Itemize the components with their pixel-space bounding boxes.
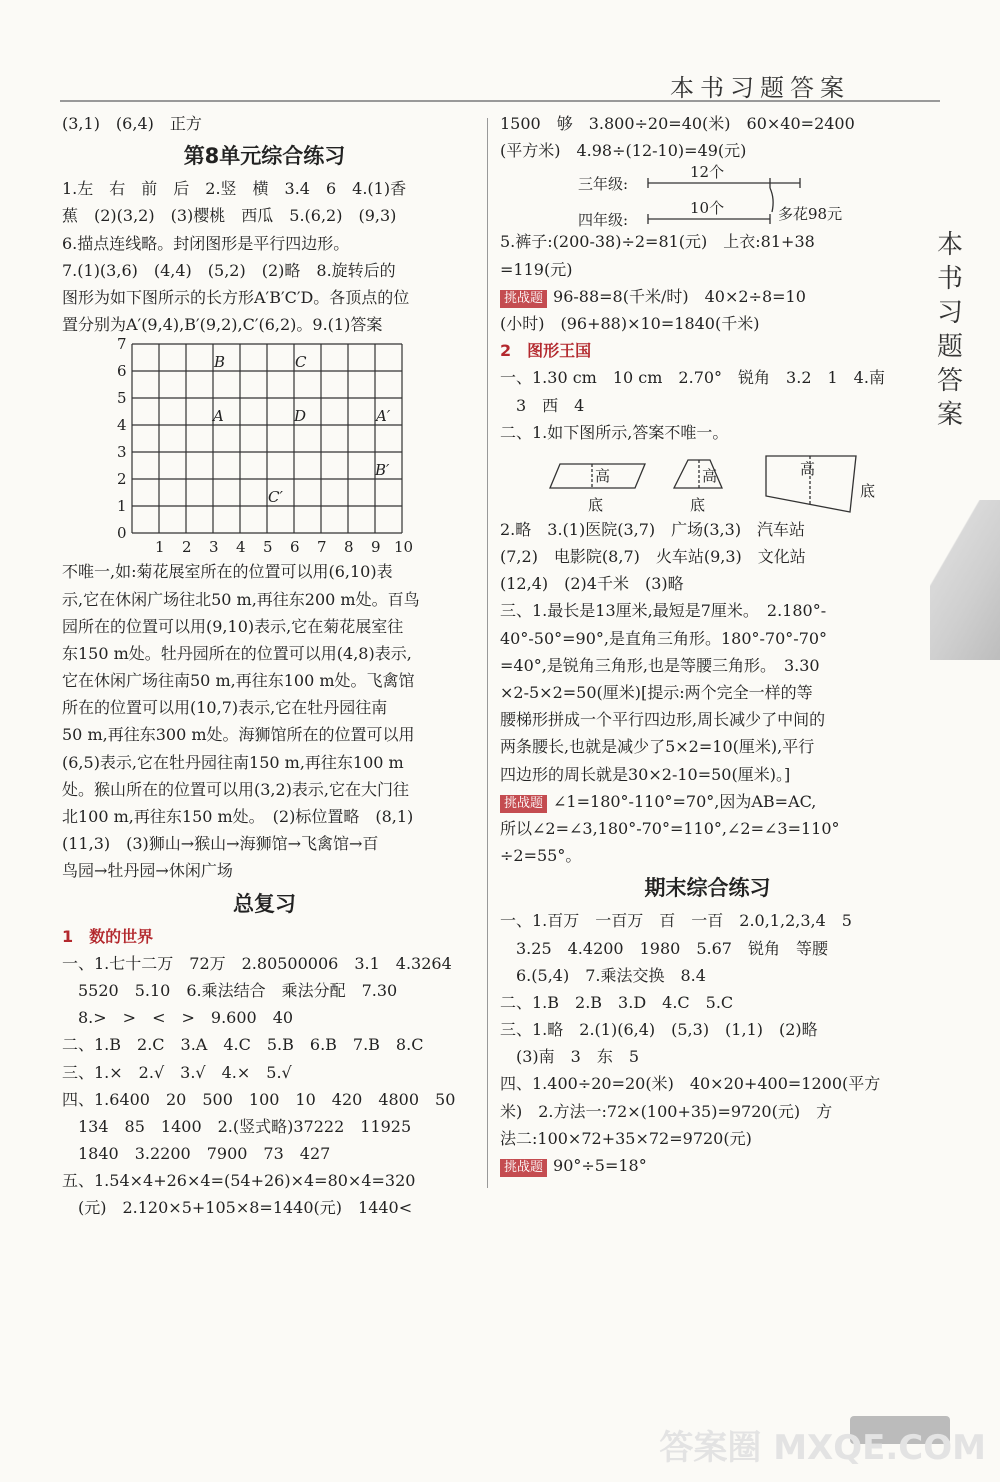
text-line: 一、1.百万 一百万 百 一百 2.0,1,2,3,4 5 <box>500 911 852 931</box>
text-line: 二、1.B 2.C 3.A 4.C 5.B 6.B 7.B 8.C <box>62 1035 424 1055</box>
text-line: 两条腰长,也就是减少了5×2=10(厘米),平行 <box>500 737 815 757</box>
text-line: 二、1.B 2.B 3.D 4.C 5.C <box>500 992 734 1012</box>
heading-final-exam: 期末综合练习 <box>644 876 771 901</box>
text-line: 134 85 1400 2.(竖式略)37222 11925 <box>62 1116 412 1136</box>
text-line: 5.裤子:(200-38)÷2=81(元) 上衣:81+38 <box>500 232 815 252</box>
watermark-logo: 答案圈 MXQE.COM <box>659 1428 986 1468</box>
text-line: 40°-50°=90°,是直角三角形。180°-70°-70° <box>500 628 828 648</box>
text-span: 96-88=8(千米/时) 40×2÷8=10 <box>553 286 806 306</box>
label-height-3: 高 <box>800 459 816 478</box>
x-tick: 3 <box>209 538 219 557</box>
label-height-2: 高 <box>702 466 718 485</box>
text-line: 鸟园→牡丹园→休闲广场 <box>62 861 233 881</box>
text-line: (3,1) (6,4) 正方 <box>62 114 202 133</box>
text-line: 6.描点连线略。封闭图形是平行四边形。 <box>62 233 350 253</box>
text-line: 处。猴山所在的位置可以用(3,2)表示,它在大门往 <box>62 779 410 799</box>
left-column <box>62 110 467 1222</box>
x-tick: 7 <box>317 538 327 557</box>
text-line: 北100 m,再往东150 m处。 (2)标位置略 (8,1) <box>62 807 414 826</box>
review-answers <box>62 950 467 1222</box>
text-line: =119(元) <box>500 259 573 279</box>
bar-value-grade4: 10个 <box>690 199 725 218</box>
text-line: 它在休闲广场往南50 m,再往东100 m处。飞禽馆 <box>62 671 415 691</box>
point-label-a-prime: A′ <box>376 407 391 426</box>
text-line: 6.(5,4) 7.乘法交换 8.4 <box>500 965 706 985</box>
text-line: 2.略 3.(1)医院(3,7) 广场(3,3) 汽车站 <box>500 519 806 539</box>
text-line: 四、1.6400 20 500 100 10 420 4800 50 <box>62 1089 456 1109</box>
heading-unit8: 第8单元综合练习 <box>183 144 346 169</box>
challenge-badge: 挑战题 <box>500 795 547 813</box>
text-line: (12,4) (2)4千米 (3)略 <box>500 574 684 594</box>
challenge-line <box>500 788 915 815</box>
text-line: 图形为如下图所示的长方形A′B′C′D。各顶点的位 <box>62 287 410 307</box>
text-line: (6,5)表示,它在牡丹园往南150 m,再往东100 m <box>62 752 404 772</box>
label-base-2: 底 <box>690 495 706 514</box>
text-line: 5520 5.10 6.乘法结合 乘法分配 7.30 <box>62 980 398 1000</box>
x-tick: 4 <box>236 538 246 557</box>
y-tick: 3 <box>117 443 127 462</box>
text-line: 50 m,再往东300 m处。海狮馆所在的位置可以用 <box>62 725 415 745</box>
x-tick: 6 <box>290 538 300 557</box>
text-line: 3 西 4 <box>500 395 585 415</box>
text-line: 四边形的周长就是30×2-10=50(厘米)。] <box>500 764 791 784</box>
text-line: 7.(1)(3,6) (4,4) (5,2) (2)略 8.旋转后的 <box>62 260 396 280</box>
side-decoration <box>930 500 1000 660</box>
text-line: 所在的位置可以用(10,7)表示,它在牡丹园往南 <box>62 698 388 718</box>
text-line: (小时) (96+88)×10=1840(千米) <box>500 313 760 333</box>
text-line: 置分别为A′(9,4),B′(9,2),C′(6,2)。9.(1)答案 <box>62 315 383 335</box>
column-divider <box>487 118 488 1188</box>
shapes-svg <box>500 446 915 516</box>
bar-value-grade3: 12个 <box>690 164 725 182</box>
text-line: 8.> > < > 9.600 40 <box>62 1008 294 1028</box>
text-line: =40°,是锐角三角形,也是等腰三角形。 3.30 <box>500 655 820 675</box>
subheading-shape-kingdom: 2 图形王国 <box>500 341 592 361</box>
challenge-badge: 挑战题 <box>500 1159 547 1177</box>
text-line: 园所在的位置可以用(9,10)表示,它在菊花展室往 <box>62 616 404 636</box>
text-line: 法二:100×72+35×72=9720(元) <box>500 1128 752 1148</box>
text-line: 不唯一,如:菊花展室所在的位置可以用(6,10)表 <box>62 562 393 582</box>
x-tick: 8 <box>344 538 354 557</box>
text-line: (7,2) 电影院(8,7) 火车站(9,3) 文化站 <box>500 547 806 567</box>
text-line: 1840 3.2200 7900 73 427 <box>62 1144 331 1164</box>
text-line: 三、1.略 2.(1)(6,4) (5,3) (1,1) (2)略 <box>500 1020 818 1040</box>
challenge-line <box>500 283 915 310</box>
right-column <box>500 110 915 1179</box>
text-line: 四、1.400÷20=20(米) 40×20+400=1200(平方 <box>500 1074 881 1094</box>
bar-extra-label: 多花98元 <box>778 205 843 224</box>
text-span: ∠1=180°-110°=70°,因为AB=AC, <box>553 791 817 811</box>
text-line: 1500 够 3.800÷20=40(米) 60×40=2400 <box>500 114 855 133</box>
point-label-b: B <box>214 353 226 372</box>
coordinate-grid <box>62 338 467 558</box>
challenge-badge: 挑战题 <box>500 290 547 308</box>
final-answers <box>500 907 915 1152</box>
y-tick: 6 <box>117 362 127 381</box>
x-tick: 1 <box>155 538 165 557</box>
label-height-1: 高 <box>595 466 611 485</box>
text-line: 三、1.最长是13厘米,最短是7厘米。 2.180°- <box>500 601 827 621</box>
point-label-c: C <box>295 353 307 372</box>
text-line: 一、1.30 cm 10 cm 2.70° 锐角 3.2 1 4.南 <box>500 368 885 388</box>
challenge-line <box>500 1152 915 1179</box>
text-line: 3.25 4.4200 1980 5.67 锐角 等腰 <box>500 938 828 958</box>
text-line: 五、1.54×4+26×4=(54+26)×4=80×4=320 <box>62 1171 416 1191</box>
label-base-1: 底 <box>588 495 604 514</box>
x-tick: 5 <box>263 538 273 557</box>
row-label-grade3: 三年级: <box>578 175 629 194</box>
y-tick: 1 <box>117 497 127 516</box>
coordinate-grid-figure <box>62 338 467 558</box>
subheading-number-world: 1 数的世界 <box>62 926 154 946</box>
row-label-grade4: 四年级: <box>578 211 629 229</box>
point-label-b-prime: B′ <box>375 461 390 480</box>
text-line: 示,它在休闲广场往北50 m,再往东200 m处。百鸟 <box>62 589 420 609</box>
text-line: ÷2=55°。 <box>500 846 582 866</box>
comparison-bar-svg <box>500 164 915 228</box>
side-tab-label: 本书习题答案 <box>936 230 963 430</box>
point-label-a: A <box>213 407 224 426</box>
header-rule <box>60 100 940 102</box>
page-header <box>0 0 1000 118</box>
text-span: 90°÷5=18° <box>553 1156 647 1175</box>
text-line: (元) 2.120×5+105×8=1440(元) 1440< <box>62 1198 413 1218</box>
text-line: (平方米) 4.98÷(12-10)=49(元) <box>500 141 747 161</box>
point-label-c-prime: C′ <box>268 488 283 507</box>
text-line: 蕉 (2)(3,2) (3)樱桃 西瓜 5.(6,2) (9,3) <box>62 206 397 226</box>
y-tick: 2 <box>117 470 127 489</box>
y-tick: 5 <box>117 389 127 408</box>
text-line: 米) 2.方法一:72×(100+35)=9720(元) 方 <box>500 1101 833 1121</box>
text-line: ×2-5×2=50(厘米)[提示:两个完全一样的等 <box>500 683 813 702</box>
shape-answers <box>500 516 915 788</box>
text-line: 所以∠2=∠3,180°-70°=110°,∠2=∠3=110° <box>500 818 840 838</box>
header-title: 本书习题答案 <box>670 74 850 102</box>
x-tick: 9 <box>371 538 381 557</box>
y-tick: 4 <box>117 416 127 435</box>
text-line: 二、1.如下图所示,答案不唯一。 <box>500 422 729 442</box>
text-line: 腰梯形拼成一个平行四边形,周长减少了中间的 <box>500 710 826 730</box>
unit8-answers <box>62 175 467 338</box>
y-tick: 7 <box>117 338 127 354</box>
height-base-figures <box>500 446 915 516</box>
text-line: (3)南 3 东 5 <box>500 1047 640 1067</box>
x-tick: 2 <box>182 538 192 557</box>
y-tick: 0 <box>117 524 127 543</box>
text-line: 东150 m处。牡丹园所在的位置可以用(4,8)表示, <box>62 643 412 663</box>
bar-diagram <box>500 164 915 228</box>
text-line: 1.左 右 前 后 2.竖 横 3.4 6 4.(1)香 <box>62 179 407 199</box>
x-tick: 10 <box>394 538 414 557</box>
label-base-3: 底 <box>860 481 876 500</box>
q9-answer <box>62 558 467 884</box>
text-line: 一、1.七十二万 72万 2.80500006 3.1 4.3264 <box>62 953 452 973</box>
text-line: 三、1.× 2.√ 3.√ 4.× 5.√ <box>62 1062 292 1082</box>
text-line: (11,3) (3)狮山→猴山→海狮馆→飞禽馆→百 <box>62 834 379 854</box>
point-label-d: D <box>294 407 307 426</box>
heading-review: 总复习 <box>233 891 296 916</box>
